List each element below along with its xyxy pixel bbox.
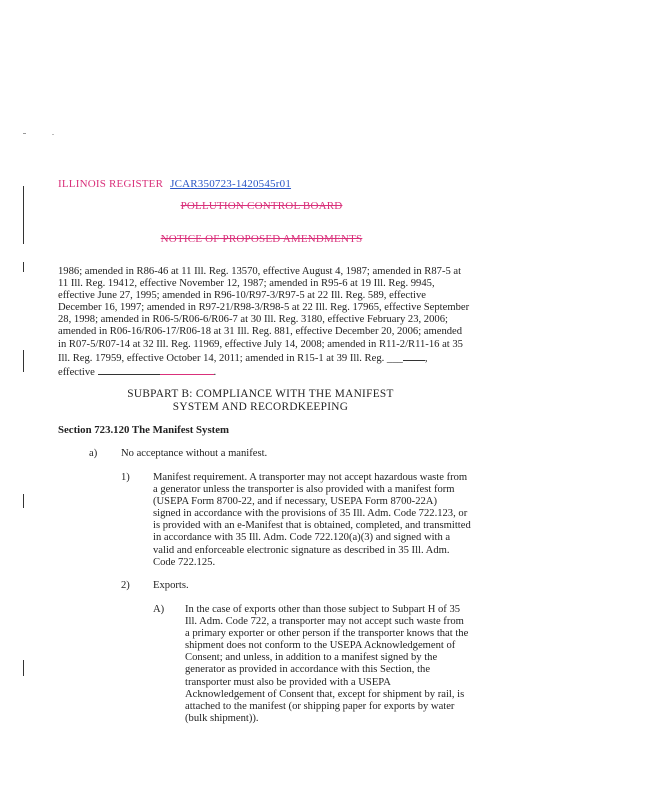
para-2-label: 2) bbox=[121, 580, 130, 591]
source-note bbox=[58, 266, 478, 379]
blank-field bbox=[403, 351, 425, 361]
source-line: 28, 1998; amended in R06-5/R06-6/R06-7 at 30 Ill. Reg. 3180, effective February 23, 2006; bbox=[58, 314, 448, 326]
section-title: Section 723.120 The Manifest System bbox=[58, 424, 230, 436]
para-line: a generator unless the transporter is also provided with a manifest form bbox=[153, 484, 455, 496]
para-A-label: A) bbox=[153, 604, 165, 615]
source-line: Ill. Reg. 17959, effective October 14, 2011; amended in R15-1 at 39 Ill. Reg. ___ , bbox=[58, 352, 428, 364]
source-line: amended in R06-16/R06-17/R06-18 at 31 Ill. Reg. 881, effective December 20, 2006; amended bbox=[58, 326, 463, 338]
para-A-text bbox=[185, 604, 475, 725]
blank-field bbox=[98, 365, 160, 375]
source-line: 1986; amended in R86-46 at 11 Ill. Reg. 13570, effective August 4, 1987; amended in R87-5 at bbox=[58, 266, 462, 277]
para-1-label: 1) bbox=[121, 472, 130, 483]
source-line: 11 Ill. Reg. 19412, effective November 12, 1987; amended in R95-6 at 19 Ill. Reg. 9945, bbox=[58, 278, 435, 290]
blank-field-inserted bbox=[160, 365, 214, 375]
source-line: in R07-5/R07-14 at 32 Ill. Reg. 11969, effective July 14, 2008; amended in R11-2/R11-16 at 35 bbox=[58, 338, 463, 350]
subpart-heading bbox=[58, 388, 463, 414]
para-line: Consent; and unless, in addition to a manifest signed by the bbox=[185, 652, 438, 664]
revision-bar bbox=[23, 262, 24, 272]
para-line: Ill. Adm. Code 722, a transporter may not accept such waste from bbox=[185, 616, 464, 628]
para-line: Manifest requirement. A transporter may not accept hazardous waste from bbox=[153, 472, 468, 483]
notice-title: NOTICE OF PROPOSED AMENDMENTS bbox=[160, 233, 363, 245]
subpart-line: SYSTEM AND RECORDKEEPING bbox=[172, 401, 349, 413]
para-line: Code 722.125. bbox=[153, 556, 216, 568]
para-line: In the case of exports other than those subject to Subpart H of 35 bbox=[185, 604, 461, 615]
para-line: signed in accordance with the provisions of 35 Ill. Adm. Code 722.123, or bbox=[153, 508, 468, 520]
para-line: in accordance with 35 Ill. Adm. Code 722.120(a)(3) and signed with a bbox=[153, 532, 451, 544]
para-line: valid and enforceable electronic signature as described in 35 Ill. Adm. bbox=[153, 544, 450, 556]
para-a-label: a) bbox=[89, 448, 98, 459]
scan-mark bbox=[23, 133, 26, 134]
revision-bar bbox=[23, 660, 24, 676]
para-a-text: No acceptance without a manifest. bbox=[121, 448, 268, 459]
source-line-text: effective bbox=[58, 366, 95, 378]
para-line: is provided with an e-Manifest that is obtained, completed, and transmitted bbox=[153, 520, 471, 532]
para-line: transporter must also be provided with a USEPA bbox=[185, 676, 391, 688]
para-line: attached to the manifest (or shipping paper for exports by water bbox=[185, 700, 455, 712]
para-line: generator as provided in accordance with this Section, the bbox=[185, 664, 431, 676]
para-1-text bbox=[153, 472, 473, 569]
source-line-text: Ill. Reg. 17959, effective October 14, 2011; amended in R15-1 at 39 Ill. Reg. ___ bbox=[58, 352, 403, 364]
source-line: effective . bbox=[58, 366, 217, 378]
source-line: December 16, 1997; amended in R97-21/R98-3/R98-5 at 22 Ill. Reg. 17965, effective September bbox=[58, 302, 470, 314]
para-2-text: Exports. bbox=[153, 580, 189, 591]
register-header bbox=[58, 178, 291, 190]
subpart-line: SUBPART B: COMPLIANCE WITH THE MANIFEST bbox=[127, 388, 394, 400]
source-line: effective June 27, 1995; amended in R96-10/R97-3/R97-5 at 22 Ill. Reg. 589, effective bbox=[58, 290, 426, 302]
register-title: ILLINOIS REGISTER bbox=[58, 178, 164, 190]
document-id: JCAR350723-1420545r01 bbox=[170, 178, 292, 190]
revision-bar bbox=[23, 350, 24, 372]
para-line: shipment does not conform to the USEPA Acknowledgement of bbox=[185, 640, 456, 652]
para-line: a primary exporter or other person if the transporter knows that the bbox=[185, 628, 469, 640]
scan-mark bbox=[52, 134, 54, 135]
revision-bar bbox=[23, 494, 24, 508]
para-line: Acknowledgement of Consent that, except for shipment by rail, is bbox=[185, 688, 465, 700]
para-line: (bulk shipment)). bbox=[185, 712, 259, 724]
board-name: POLLUTION CONTROL BOARD bbox=[180, 200, 343, 212]
para-line: (USEPA Form 8700-22, and if necessary, USEPA Form 8700-22A) bbox=[153, 496, 437, 508]
